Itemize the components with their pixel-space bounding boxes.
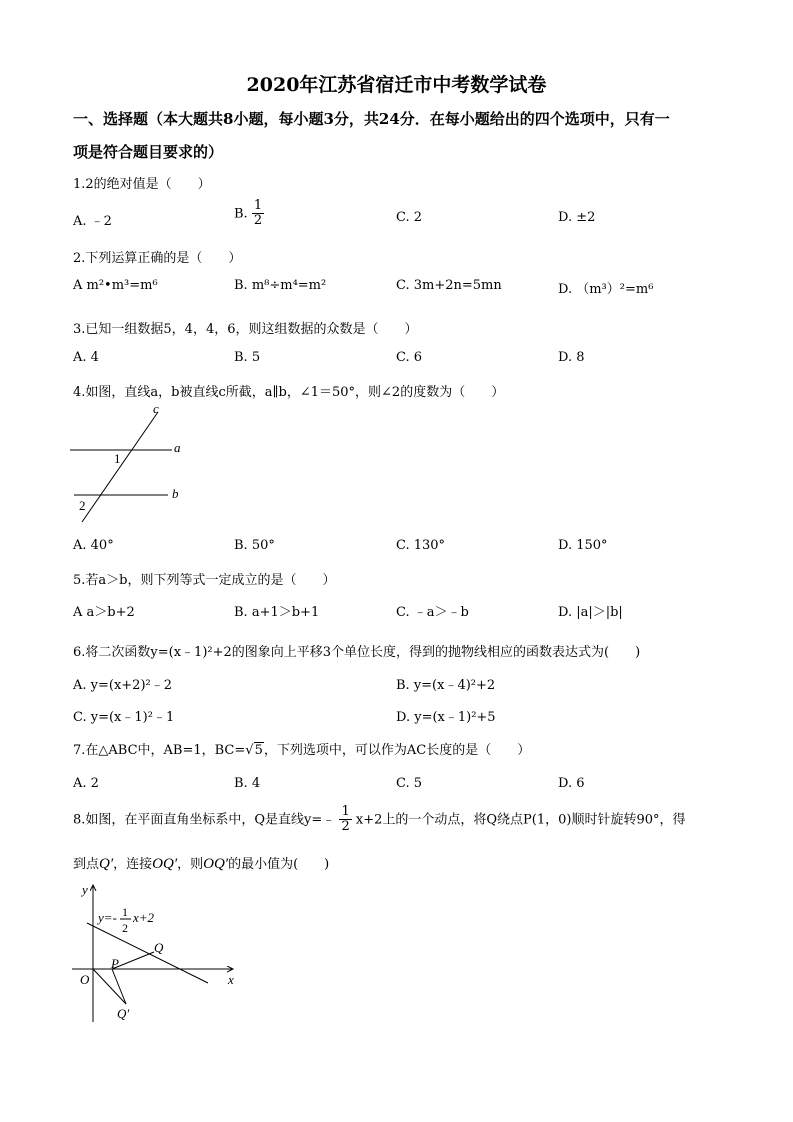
q8-q-prime: Q′ xyxy=(99,856,114,872)
q8-line2-c: ，则 xyxy=(177,857,204,872)
section-heading-line2: 项是符合题目要求的） xyxy=(73,143,224,161)
q3-option-b: B. 5 xyxy=(234,350,261,365)
segment-pq-prime xyxy=(112,969,126,1004)
page-title: 2020年江苏省宿迁市中考数学试卷 xyxy=(246,74,547,96)
q8-line2-b: ，连接 xyxy=(113,857,153,872)
equation-frac-num: 1 xyxy=(122,905,128,919)
line-y-eq xyxy=(87,923,208,983)
q7-stem-pre: 7.在△ABC中，AB=1，BC= xyxy=(73,743,246,758)
q2-option-a: A m²•m³=m⁶ xyxy=(73,278,158,293)
q1-option-d: D. ±2 xyxy=(558,210,596,225)
q3-option-a: A. 4 xyxy=(73,350,99,365)
section-heading-line1: 一、选择题（本大题共8小题，每小题3分，共24分．在每小题给出的四个选项中，只有一 xyxy=(73,110,670,128)
q8-oq-prime: OQ′ xyxy=(152,856,178,872)
q4-option-d: D. 150° xyxy=(558,538,608,553)
q8-fraction xyxy=(339,805,351,835)
q4-option-b: B. 50° xyxy=(234,538,275,553)
equation-frac-den: 2 xyxy=(122,921,128,935)
equation-post: x+2 xyxy=(133,910,155,925)
question-5-stem: 5.若a＞b，则下列等式一定成立的是（ ） xyxy=(73,573,336,588)
q8-stem-pre: 8.如图，在平面直角坐标系中，Q是直线y=﹣ xyxy=(73,812,336,828)
label-b: b xyxy=(172,486,179,501)
q1-option-a: A. ﹣2 xyxy=(73,214,112,229)
label-x-axis: x xyxy=(228,972,234,987)
label-q-prime: Q′ xyxy=(117,1006,130,1021)
question-8-stem-line2 xyxy=(73,853,329,873)
question-2-stem: 2.下列运算正确的是（ ） xyxy=(73,251,242,266)
label-p: P xyxy=(111,956,119,971)
q6-option-d: D. y=(x﹣1)²+5 xyxy=(396,710,496,725)
q1-fraction-numerator: 1 xyxy=(253,198,263,213)
q6-option-a: A. y=(x+2)²﹣2 xyxy=(73,678,173,693)
q7-stem-post: ，下列选项中，可以作为AC长度的是（ ） xyxy=(263,743,531,758)
q8-line2-a: 到点 xyxy=(73,857,100,872)
equation-pre: y=- xyxy=(98,910,117,925)
segment-oq-prime xyxy=(93,969,126,1004)
angle-2-label: 2 xyxy=(79,498,86,513)
question-7-stem: 7.在△ABC中，AB=1，BC=√5，下列选项中，可以作为AC长度的是（ ） xyxy=(73,743,531,758)
q5-option-d: D. |a|＞|b| xyxy=(558,605,623,620)
question-4-stem: 4.如图，直线a，b被直线c所截，a∥b，∠1＝50°，则∠2的度数为（ ） xyxy=(73,385,505,400)
q5-option-b: B. a+1＞b+1 xyxy=(234,605,320,620)
q7-option-a: A. 2 xyxy=(73,776,99,791)
q3-option-c: C. 6 xyxy=(396,350,423,365)
q7-option-c: C. 5 xyxy=(396,776,423,791)
q7-sqrt-value: 5 xyxy=(254,743,263,758)
label-q: Q xyxy=(154,940,164,955)
q8-oq-prime-2: OQ′ xyxy=(203,856,229,872)
q5-option-c: C. ﹣a＞﹣b xyxy=(396,605,469,620)
label-y-axis: y xyxy=(82,882,88,897)
q1-option-b xyxy=(234,199,264,229)
q4-parallel-lines-figure xyxy=(70,400,190,528)
q7-option-b: B. 4 xyxy=(234,776,261,791)
label-a: a xyxy=(174,440,181,455)
q8-coordinate-figure xyxy=(70,882,245,1022)
line-c xyxy=(82,412,158,522)
label-origin: O xyxy=(80,972,90,987)
question-8-stem-line1 xyxy=(73,805,686,835)
q4-option-a: A. 40° xyxy=(73,538,114,553)
label-c: c xyxy=(153,401,159,416)
angle-1-label: 1 xyxy=(114,451,121,466)
q2-option-b: B. m⁸÷m⁴=m² xyxy=(234,278,327,293)
q8-stem-post: x+2上的一个动点，将Q绕点P(1，0)顺时针旋转90°，得 xyxy=(355,812,686,828)
q6-option-b: B. y=(x﹣4)²+2 xyxy=(396,678,496,693)
q8-fraction-denominator: 2 xyxy=(341,819,350,835)
q4-option-c: C. 130° xyxy=(396,538,446,553)
q5-option-a: A a＞b+2 xyxy=(73,605,135,620)
q1-option-c: C. 2 xyxy=(396,210,423,225)
q1-option-b-label: B. xyxy=(234,206,248,222)
q1-fraction xyxy=(252,199,264,229)
question-3-stem: 3.已知一组数据5，4，4，6，则这组数据的众数是（ ） xyxy=(73,322,418,337)
question-1-stem: 1.2的绝对值是（ ） xyxy=(73,177,211,192)
q8-fraction-numerator: 1 xyxy=(341,804,350,819)
q7-option-d: D. 6 xyxy=(558,776,585,791)
q8-line2-d: 的最小值为( ) xyxy=(228,857,330,872)
question-6-stem: 6.将二次函数y=(x﹣1)²+2的图象向上平移3个单位长度，得到的抛物线相应的函数表达式为( ) xyxy=(73,645,641,660)
q1-fraction-denominator: 2 xyxy=(253,213,263,229)
q2-option-c: C. 3m+2n=5mn xyxy=(396,278,502,293)
q6-option-c: C. y=(x﹣1)²﹣1 xyxy=(73,710,175,725)
q2-option-d: D. （m³）²=m⁶ xyxy=(558,282,654,297)
q3-option-d: D. 8 xyxy=(558,350,585,365)
